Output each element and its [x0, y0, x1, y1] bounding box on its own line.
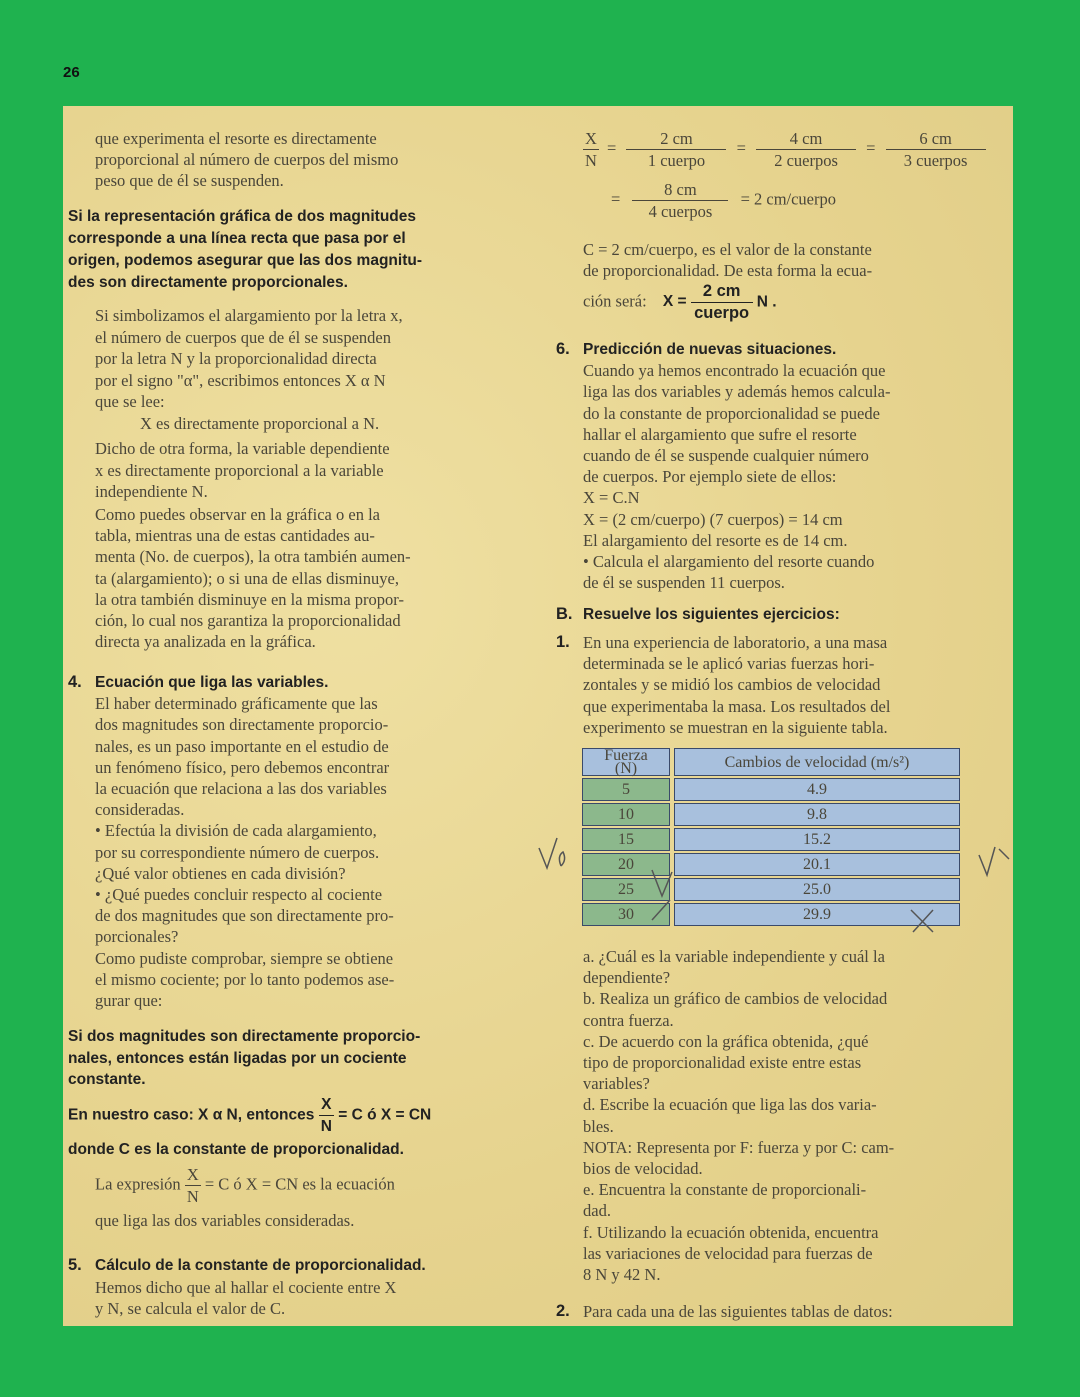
- paragraph-symbol: Si simbolizamos el alargamiento por la letra x, el número de cuerpos que de él se suspenden por la letra N y la proporcionalidad directa por el signo "α", escribimos entonces X α N que se lee: X es directamente proporcional a N.: [95, 306, 403, 433]
- question-a: a. ¿Cuál es la variable independiente y cuál la dependiente?: [583, 947, 885, 988]
- question-f: f. Utilizando la ecuación obtenida, encuentra las variaciones de velocidad para fuerzas de 8 N y 42 N.: [583, 1222, 879, 1285]
- fraction-x-over-n: $\frac{X}{N}$: [320, 1096, 332, 1135]
- section-4-title: Ecuación que liga las variables.: [95, 674, 329, 691]
- section-4: 4. Ecuación que liga las variables. El haber determinado gráficamente que las dos magnitudes son directamente proporcio- nales, es un paso importante en el estudio de un fenómeno físico, pero debemos encontrar la ecuación que relaciona a las dos variables consideradas. • Efectúa la división de cada alargamiento, por su correspondiente número de cuerpos. ¿Qué valor obtienes en cada división? • ¿Qué puedes concluir respecto al cociente de dos magnitudes que son directamente pro- porcionales? Como pudiste comprobar, siempre se obtiene el mismo cociente; por lo tanto podemos ase- gurar que:: [68, 672, 508, 1011]
- ratio-equation: $\frac{X}{N}$ = $\frac{2 cm}{\text{1 cuerpo}}$ = $\frac{4 cm}{\text{2 cuerpos}}$ = $\frac{6 cm}{\text{3 cuerpos}}$: [583, 128, 996, 171]
- section-6: 6. Predicción de nuevas situaciones. Cuando ya hemos encontrado la ecuación que liga las dos variables y además hemos calcula- do la constante de proporcionalidad se puede hallar el alargamiento que sufre el resorte cuando de él se suspende cualquier número de cuerpos. Por ejemplo siete de ellos: X = C.N X = (2 cm/cuerpo) (7 cuerpos) = 14 cm El alargamiento del resorte es de 14 cm. • Calcula el alargamiento del resorte cuando de él se suspenden 11 cuerpos.: [556, 339, 996, 593]
- table-row: 10 9.8: [582, 803, 960, 826]
- header-velocity: Cambios de velocidad (m/s²): [674, 748, 960, 776]
- section-5: 5. Cálculo de la constante de proporcionalidad. Hemos dicho que al hallar el cociente entre X y N, se calcula el valor de C.: [68, 1255, 508, 1320]
- question-e: e. Encuentra la constante de proporcionali- dad.: [583, 1180, 867, 1221]
- rule-quotient: Si dos magnitudes son directamente proporcio- nales, entonces están ligadas por un cociente constante.: [68, 1028, 421, 1088]
- exercise-1-questions: [556, 946, 996, 1285]
- table-row: 5 4.9: [582, 778, 960, 801]
- pencil-mark-table: [648, 866, 678, 926]
- expression-line: La expresión $\frac{X}{N}$ = C ó X = CN es la ecuación: [95, 1165, 395, 1206]
- question-b: b. Realiza un gráfico de cambios de velocidad contra fuerza.: [583, 989, 888, 1030]
- paragraph-intro: que experimenta el resorte es directamente proporcional al número de cuerpos del mismo peso que de él se suspenden.: [95, 129, 399, 190]
- table-row: 15 15.2: [582, 828, 960, 851]
- table-header-row: [582, 748, 960, 776]
- section-6-body: Cuando ya hemos encontrado la ecuación que liga las dos variables y además hemos calcula- do la constante de proporcionalidad se puede hallar el alargamiento que sufre el resorte cuando de él se suspende cualquier número de cuerpos. Por ejemplo siete de ellos: X = C.N X = (2 cm/cuerpo) (7 cuerpos) = 14 cm El alargamiento del resorte es de 14 cm. • Calcula el alargamiento del resorte cuando de él se suspenden 11 cuerpos.: [583, 361, 891, 593]
- ratio-equation-2: = $\frac{8 cm}{\text{4 cuerpos}}$ = 2 cm/cuerpo: [611, 180, 837, 221]
- exercise-1: 1. En una experiencia de laboratorio, a una masa determinada se le aplicó varias fuerzas hori- zontales y se midió los cambios de velocidad que experimentaba la masa. Los resultados del experimento se muestran en la siguiente tabla.: [556, 633, 891, 737]
- pencil-cross-mark: [903, 906, 943, 936]
- pencil-checkmark-left: [533, 826, 578, 876]
- table-row: 20 20.1: [582, 853, 960, 876]
- header-force: Fuerza (N): [582, 748, 670, 776]
- table-row: 25 25.0: [582, 878, 960, 901]
- expression-line-2: que liga las dos variables consideradas.: [95, 1211, 355, 1230]
- section-4-body: El haber determinado gráficamente que las dos magnitudes son directamente proporcio- nales, es un paso importante en el estudio de un fenómeno físico, pero debemos encontrar la ecuación que relaciona a las dos variables consideradas. • Efectúa la división de cada alargamiento, por su correspondiente número de cuerpos. ¿Qué valor obtienes en cada división? • ¿Qué puedes concluir respecto al cociente de dos magnitudes que son directamente pro- porcionales? Como pudiste comprobar, siempre se obtiene el mismo cociente; por lo tanto podemos ase- gurar que:: [95, 694, 395, 1011]
- final-equation: ción será: X = $\frac{2 cm}{\text{cuerpo}}$ N .: [583, 282, 777, 322]
- note: NOTA: Representa por F: fuerza y por C: cam- bios de velocidad.: [583, 1137, 895, 1179]
- exercise-2: 2. Para cada una de las siguientes tablas de datos:: [556, 1302, 893, 1321]
- constant-value: C = 2 cm/cuerpo, es el valor de la constante de proporcionalidad. De esta forma la ecua-: [583, 240, 873, 280]
- section-6-title: Predicción de nuevas situaciones.: [583, 341, 837, 358]
- table-row: 30 29.9: [582, 903, 960, 926]
- rule-graphic: Si la representación gráfica de dos magnitudes corresponde a una línea recta que pasa por el origen, podemos asegurar que las dos magnitu- des son directamente proporcionales.: [68, 208, 422, 291]
- book-page: [63, 106, 1013, 1326]
- force-velocity-table: [578, 746, 964, 928]
- section-5-title: Cálculo de la constante de proporcionalidad.: [95, 1257, 426, 1274]
- page-number: 26: [63, 64, 80, 81]
- section-b-title: Resuelve los siguientes ejercicios:: [583, 606, 840, 623]
- question-d: d. Escribe la ecuación que liga las dos varia- bles.: [583, 1095, 877, 1136]
- constant-definition: donde C es la constante de proporcionalidad.: [68, 1141, 404, 1158]
- case-equation: En nuestro caso: X α N, entonces $\frac{X}{N}$ = C ó X = CN: [68, 1096, 432, 1135]
- paragraph-observe: Como puedes observar en la gráfica o en la tabla, mientras una de estas cantidades au- menta (No. de cuerpos), la otra también aumen- ta (alargamiento); o si una de ellas disminuye, la otra también disminuye en la misma propor- ción, lo cual nos garantiza la proporcionalidad directa ya analizada en la gráfica.: [95, 505, 411, 652]
- pencil-checkmark-right: [975, 841, 1015, 881]
- question-c: c. De acuerdo con la gráfica obtenida, ¿qué tipo de proporcionalidad existe entre estas variables?: [583, 1031, 869, 1094]
- paragraph-dependent: Dicho de otra forma, la variable dependiente x es directamente proporcional a la variable independiente N.: [95, 439, 390, 502]
- section-b: B. Resuelve los siguientes ejercicios:: [556, 604, 996, 625]
